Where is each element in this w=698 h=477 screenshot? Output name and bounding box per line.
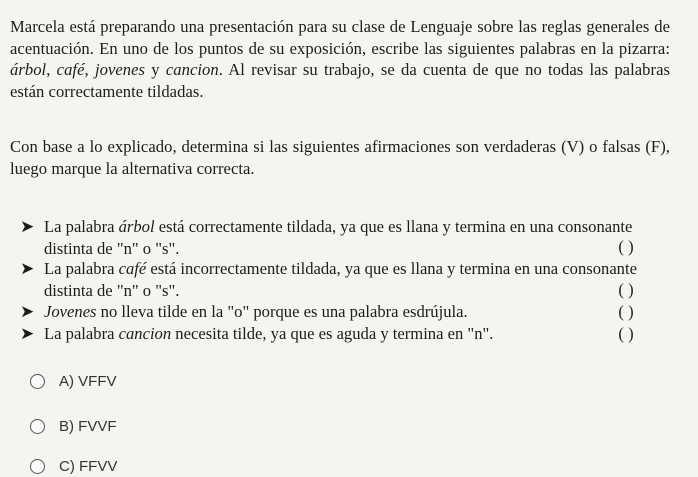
option-label: B) FVVF xyxy=(59,417,117,435)
separator: , xyxy=(46,60,57,79)
answer-blank-3[interactable]: ( ) xyxy=(618,302,634,321)
answer-blank-4[interactable]: ( ) xyxy=(618,324,634,343)
option-c[interactable] xyxy=(30,455,117,477)
separator: y xyxy=(145,60,166,79)
word-cafe: café xyxy=(56,60,85,79)
statement-text: La palabra xyxy=(44,217,119,236)
statement-2 xyxy=(44,258,670,301)
statement-text: La palabra xyxy=(44,259,119,278)
answer-blank-2[interactable]: ( ) xyxy=(618,280,634,299)
arrow-bullet-icon: ➤ xyxy=(20,217,35,236)
word-arbol: árbol xyxy=(10,60,47,79)
statement-4 xyxy=(44,323,670,345)
word-jovenes: jovenes xyxy=(94,60,146,79)
answer-blank-1[interactable]: ( ) xyxy=(618,237,634,256)
statement-1 xyxy=(44,216,670,259)
statement-text: está correctamente tildada, ya que es llana y termina en una consonante distinta de "n" o "s". xyxy=(44,217,633,258)
separator: , xyxy=(84,60,95,79)
option-label: C) FFVV xyxy=(59,457,118,475)
option-label: A) VFFV xyxy=(59,372,117,390)
instruction-text: Con base a lo explicado, determina si las siguientes afirmaciones son verdaderas (V) o falsas (F), luego marque la alternativa correcta. xyxy=(10,137,670,178)
statement-text: necesita tilde, ya que es aguda y termina en "n". xyxy=(171,324,494,343)
statement-word: cancion xyxy=(118,324,172,343)
option-b[interactable] xyxy=(30,415,117,437)
intro-text-end: . Al revisar su trabajo, se da cuenta de que no todas las palabras están correctamente tildadas. xyxy=(10,60,671,101)
statement-word: árbol xyxy=(118,217,155,236)
statement-3 xyxy=(44,301,670,323)
radio-button-icon[interactable] xyxy=(30,459,45,474)
statement-word: Jovenes xyxy=(44,302,97,321)
statement-text: no lleva tilde en la "o" porque es una palabra esdrújula. xyxy=(96,302,468,321)
arrow-bullet-icon: ➤ xyxy=(20,302,35,321)
previous-content-remnant xyxy=(10,0,14,9)
statement-text: está incorrectamente tildada, ya que es llana y termina en una consonante distinta de "n" o "s". xyxy=(44,259,637,300)
statement-word: café xyxy=(118,259,147,278)
word-cancion: cancion xyxy=(165,60,219,79)
arrow-bullet-icon: ➤ xyxy=(20,259,35,278)
problem-context xyxy=(10,16,670,102)
arrow-bullet-icon: ➤ xyxy=(20,324,35,343)
statement-text: La palabra xyxy=(44,324,119,343)
option-a[interactable] xyxy=(30,370,117,392)
intro-text: Marcela está preparando una presentación para su clase de Lenguaje sobre las reglas generales de acentuación. En uno de los puntos de su exposición, escribe las siguientes palabras en la pizarra: xyxy=(10,17,670,58)
radio-button-icon[interactable] xyxy=(30,374,45,389)
radio-button-icon[interactable] xyxy=(30,419,45,434)
